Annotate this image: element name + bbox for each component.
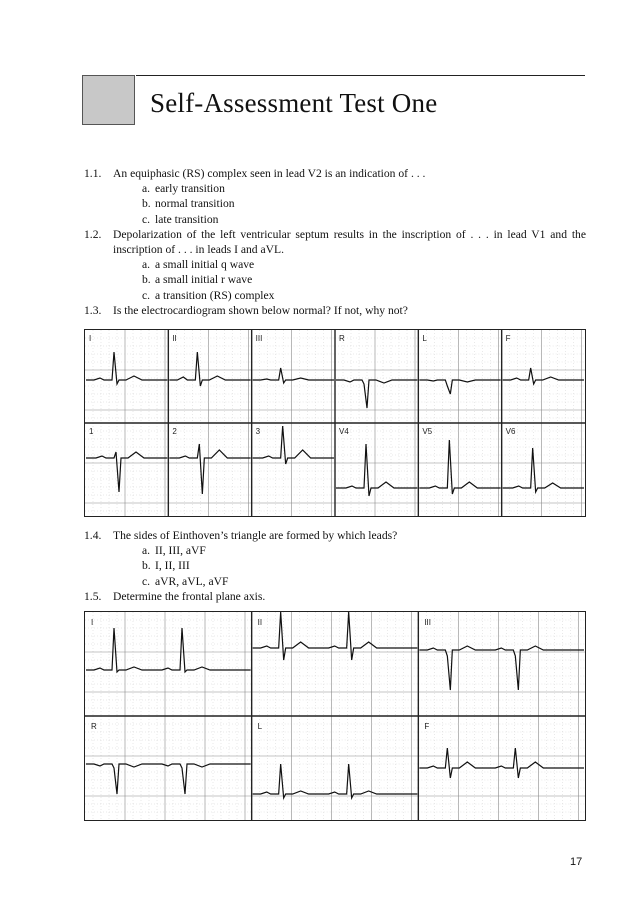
question-number: 1.3. — [84, 303, 102, 317]
ecg-panel — [252, 330, 335, 423]
ecg-trace — [86, 352, 167, 384]
option-c: c. a transition (RS) complex — [142, 288, 275, 302]
lead-label: III — [424, 618, 432, 627]
ecg-trace — [169, 444, 250, 494]
question-1-2 — [84, 227, 586, 303]
page-title: Self-Assessment Test One — [150, 88, 438, 118]
lead-label: L — [422, 334, 427, 343]
ecg-panel — [418, 612, 585, 716]
question-text: Determine the frontal plane axis. — [113, 589, 266, 603]
ecg-panel — [335, 330, 418, 423]
ecg-trace — [86, 628, 251, 672]
ecg-strip-limb-leads — [84, 611, 586, 821]
option-b: b. a small initial r wave — [142, 273, 253, 287]
ecg-trace — [86, 764, 251, 794]
ecg-panel — [502, 423, 585, 516]
ecg-trace — [336, 444, 417, 496]
page-number: 17 — [570, 856, 583, 868]
ecg-panel — [418, 423, 501, 516]
ecg-trace — [419, 748, 584, 778]
ecg-trace — [419, 646, 584, 690]
option-b: b. normal transition — [142, 197, 235, 211]
lead-label: 3 — [255, 427, 261, 436]
question-1-5 — [84, 589, 586, 604]
question-1-3 — [84, 303, 586, 318]
question-number: 1.2. — [84, 227, 102, 241]
question-1-1 — [84, 166, 586, 227]
lead-label: II — [172, 334, 177, 343]
ecg-panel — [252, 716, 419, 820]
lead-label: III — [255, 334, 263, 343]
option-b: b. I, II, III — [142, 559, 190, 573]
ecg-panel — [335, 423, 418, 516]
ecg-limb-leads-svg — [85, 612, 585, 820]
ecg-panel — [252, 612, 419, 716]
ecg-trace — [503, 368, 584, 384]
title-gray-box — [82, 75, 135, 125]
ecg-trace — [253, 612, 418, 660]
ecg-trace — [419, 440, 500, 494]
ecg-trace — [419, 380, 500, 394]
title-rule — [136, 75, 585, 76]
ecg-trace — [86, 452, 167, 492]
ecg-panel — [168, 330, 251, 423]
question-number: 1.5. — [84, 589, 102, 603]
ecg-trace — [253, 764, 418, 798]
option-a: a. a small initial q wave — [142, 258, 255, 272]
ecg-panel — [502, 330, 585, 423]
option-c: c. aVR, aVL, aVF — [142, 574, 229, 588]
lead-label: R — [91, 722, 97, 731]
lead-label: V5 — [422, 427, 433, 436]
lead-label: I — [89, 334, 92, 343]
ecg-trace — [169, 352, 250, 386]
question-text: Is the electrocardiogram shown below normal? If not, why not? — [113, 303, 408, 317]
ecg-trace — [503, 448, 584, 492]
question-number: 1.1. — [84, 167, 102, 180]
ecg-trace — [336, 380, 417, 408]
lead-label: 1 — [89, 427, 94, 436]
question-text: The sides of Einthoven’s triangle are formed by which leads? — [113, 529, 398, 542]
ecg-trace — [253, 426, 334, 464]
question-list-bottom — [84, 528, 586, 604]
lead-label: F — [424, 722, 430, 731]
question-number: 1.4. — [84, 529, 102, 542]
ecg-panel — [85, 716, 252, 820]
lead-label: L — [257, 722, 263, 731]
lead-label: R — [339, 334, 345, 343]
ecg-panel — [85, 423, 168, 516]
question-1-4 — [84, 528, 586, 589]
ecg-panel — [418, 330, 501, 423]
option-a: a. II, III, aVF — [142, 544, 206, 558]
lead-label: F — [505, 334, 511, 343]
lead-label: 2 — [172, 427, 177, 436]
ecg-panel — [168, 423, 251, 516]
question-text: An equiphasic (RS) complex seen in lead V2 is an indication of . . . — [113, 167, 426, 180]
question-text: Depolarization of the left ventricular septum results in the inscription of . . . in lead V1 and the inscription of . . . in leads I and aVL. — [113, 227, 586, 257]
lead-label: V4 — [339, 427, 349, 436]
ecg-panel — [252, 423, 335, 516]
option-a: a. early transition — [142, 182, 225, 196]
ecg-panel — [85, 330, 168, 423]
ecg-panel — [85, 612, 252, 716]
lead-label: II — [257, 618, 263, 627]
ecg-strip-12-lead — [84, 329, 586, 517]
lead-label: V6 — [505, 427, 516, 436]
ecg-12-lead-svg — [85, 330, 585, 516]
lead-label: I — [91, 618, 94, 627]
question-list-top — [84, 166, 586, 318]
option-c: c. late transition — [142, 212, 219, 226]
